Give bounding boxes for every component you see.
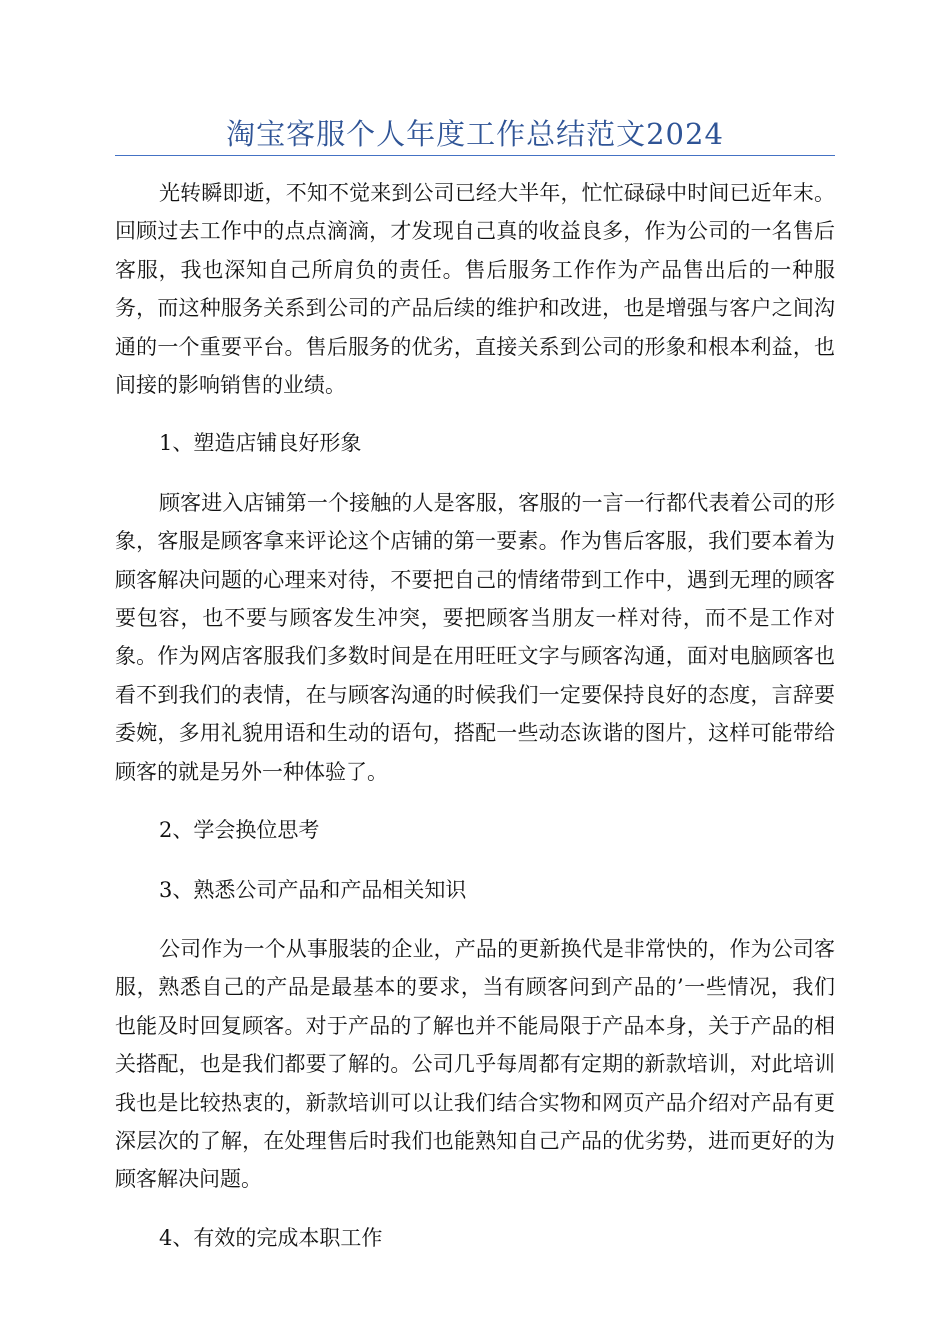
document-title: 淘宝客服个人年度工作总结范文2024: [226, 117, 724, 151]
section-heading-1: 1、塑造店铺良好形象: [159, 431, 362, 456]
section-heading-2: 2、学会换位思考: [159, 818, 320, 843]
section-1-paragraph: 顾客进入店铺第一个接触的人是客服，客服的一言一行都代表着公司的形象，客服是顾客拿来评论这个店铺的第一要素。作为售后客服，我们要本着为顾客解决问题的心理来对待，不要把自己的情绪带到工作中，遇到无理的顾客要包容，也不要与顾客发生冲突，要把顾客当朋友一样对待，而不是工作对象。作为网店客服我们多数时间是在用旺旺文字与顾客沟通，面对电脑顾客也看不到我们的表情，在与顾客沟通的时候我们一定要保持良好的态度，言辞要委婉，多用礼貌用语和生动的语句，搭配一些动态诙谐的图片，这样可能带给顾客的就是另外一种体验了。: [115, 490, 835, 784]
section-heading-3: 3、熟悉公司产品和产品相关知识: [159, 877, 467, 902]
title-underline: [115, 155, 835, 156]
section-heading-4: 4、有效的完成本职工作: [159, 1225, 383, 1250]
section-3-paragraph: 公司作为一个从事服装的企业，产品的更新换代是非常快的，作为公司客服，熟悉自己的产品是最基本的要求，当有顾客问到产品的’一些情况，我们也能及时回复顾客。对于产品的了解也并不能局限于产品本身，关于产品的相关搭配，也是我们都要了解的。公司几乎每周都有定期的新款培训，对此培训我也是比较热衷的，新款培训可以让我们结合实物和网页产品介绍对产品有更深层次的了解，在处理售后时我们也能熟知自己产品的优劣势，进而更好的为顾客解决问题。: [115, 936, 835, 1192]
intro-paragraph: 光转瞬即逝，不知不觉来到公司已经大半年，忙忙碌碌中时间已近年末。回顾过去工作中的点点滴滴，才发现自己真的收益良多，作为公司的一名售后客服，我也深知自己所肩负的责任。售后服务工作作为产品售出后的一种服务，而这种服务关系到公司的产品后续的维护和改进，也是增强与客户之间沟通的一个重要平台。售后服务的优劣，直接关系到公司的形象和根本利益，也间接的影响销售的业绩。: [115, 181, 835, 398]
document-body: [115, 174, 835, 1278]
